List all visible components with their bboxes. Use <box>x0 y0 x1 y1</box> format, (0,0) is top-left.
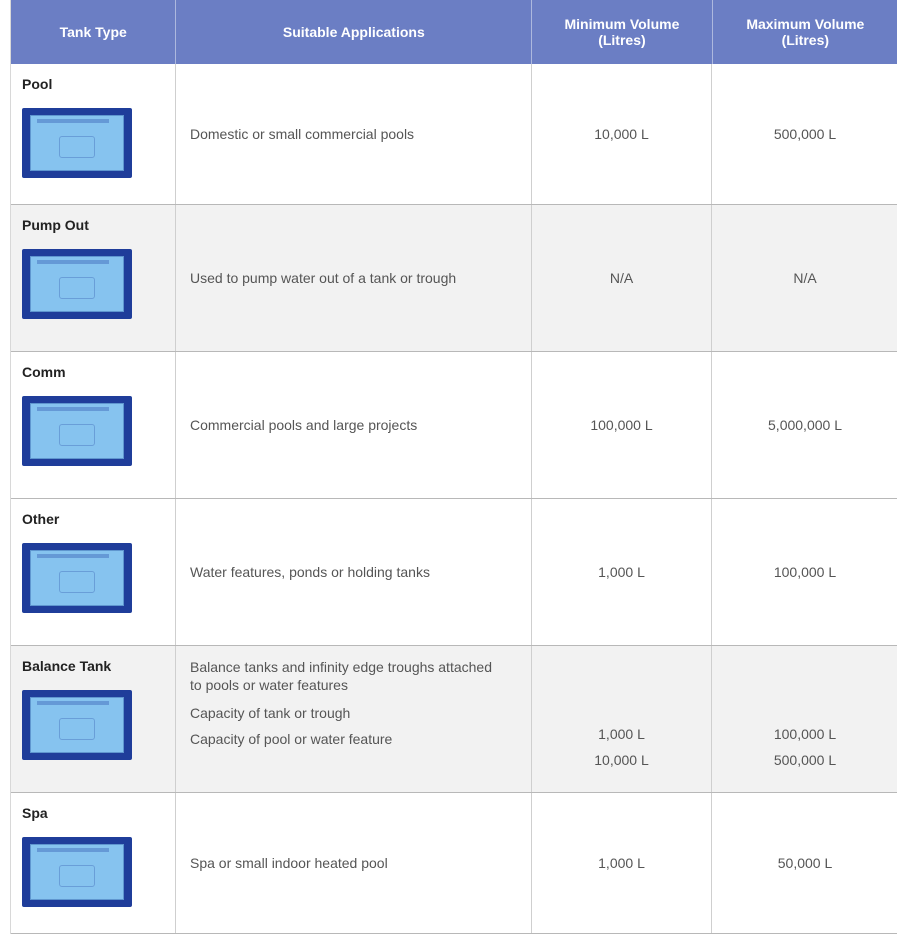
tank-type-name: Pool <box>22 76 53 92</box>
max-volume-value: 500,000 L <box>773 752 837 768</box>
min-volume-cell: 10,000 L <box>532 64 712 204</box>
application-cell: Commercial pools and large projects <box>176 352 532 498</box>
max-volume-cell <box>712 646 897 792</box>
max-volume-cell: 100,000 L <box>773 564 837 580</box>
application-cell: Spa or small indoor heated pool <box>176 793 532 933</box>
pool-tank-icon <box>22 108 132 178</box>
header-max-volume <box>713 0 897 64</box>
header-min-volume <box>532 0 712 64</box>
pump-out-icon <box>22 249 132 319</box>
min-volume-value: 10,000 L <box>594 752 649 768</box>
application-text: Balance tanks and infinity edge troughs attached to pools or water features <box>190 659 492 693</box>
tank-type-table <box>10 0 897 934</box>
min-volume-cell: 100,000 L <box>532 352 712 498</box>
application-cell: Domestic or small commercial pools <box>176 64 532 204</box>
table-row <box>11 646 897 793</box>
header-applications: Suitable Applications <box>176 0 532 64</box>
application-cell: Used to pump water out of a tank or trough <box>176 205 532 351</box>
other-tank-icon <box>22 543 132 613</box>
sub-capacity-label: Capacity of pool or water feature <box>190 731 393 747</box>
tank-type-cell <box>11 64 176 204</box>
max-volume-cell: 500,000 L <box>773 126 837 142</box>
sub-capacity-label: Capacity of tank or trough <box>190 705 351 721</box>
tank-type-name: Pump Out <box>22 217 89 233</box>
tank-type-name: Spa <box>22 805 48 821</box>
tank-type-cell <box>11 793 176 933</box>
min-volume-cell: 1,000 L <box>532 793 712 933</box>
table-row <box>11 352 897 499</box>
table-row <box>11 64 897 205</box>
table-row <box>11 499 897 646</box>
header-max-volume-line1: Maximum Volume <box>746 16 865 32</box>
spa-tank-icon <box>22 837 132 907</box>
min-volume-value: 1,000 L <box>598 726 645 742</box>
application-cell: Water features, ponds or holding tanks <box>176 499 532 645</box>
application-cell <box>176 646 532 792</box>
tank-type-name: Balance Tank <box>22 658 112 674</box>
max-volume-value: 100,000 L <box>773 726 837 742</box>
balance-tank-icon <box>22 690 132 760</box>
tank-type-name: Other <box>22 511 60 527</box>
header-max-volume-line2: (Litres) <box>781 32 830 48</box>
min-volume-cell: N/A <box>532 205 712 351</box>
tank-type-cell <box>11 646 176 792</box>
max-volume-cell: N/A <box>793 270 817 286</box>
tank-type-cell <box>11 205 176 351</box>
min-volume-cell <box>532 646 712 792</box>
header-min-volume-line2: (Litres) <box>598 32 646 48</box>
min-volume-cell: 1,000 L <box>532 499 712 645</box>
max-volume-cell: 5,000,000 L <box>768 417 842 433</box>
tank-type-cell <box>11 352 176 498</box>
header-tank-type: Tank Type <box>11 0 176 64</box>
table-row <box>11 205 897 352</box>
max-volume-cell: 50,000 L <box>777 855 833 871</box>
tank-type-name: Comm <box>22 364 66 380</box>
tank-type-cell <box>11 499 176 645</box>
table-row <box>11 793 897 934</box>
table-header <box>11 0 897 64</box>
header-min-volume-line1: Minimum Volume <box>564 16 680 32</box>
commercial-tank-icon <box>22 396 132 466</box>
